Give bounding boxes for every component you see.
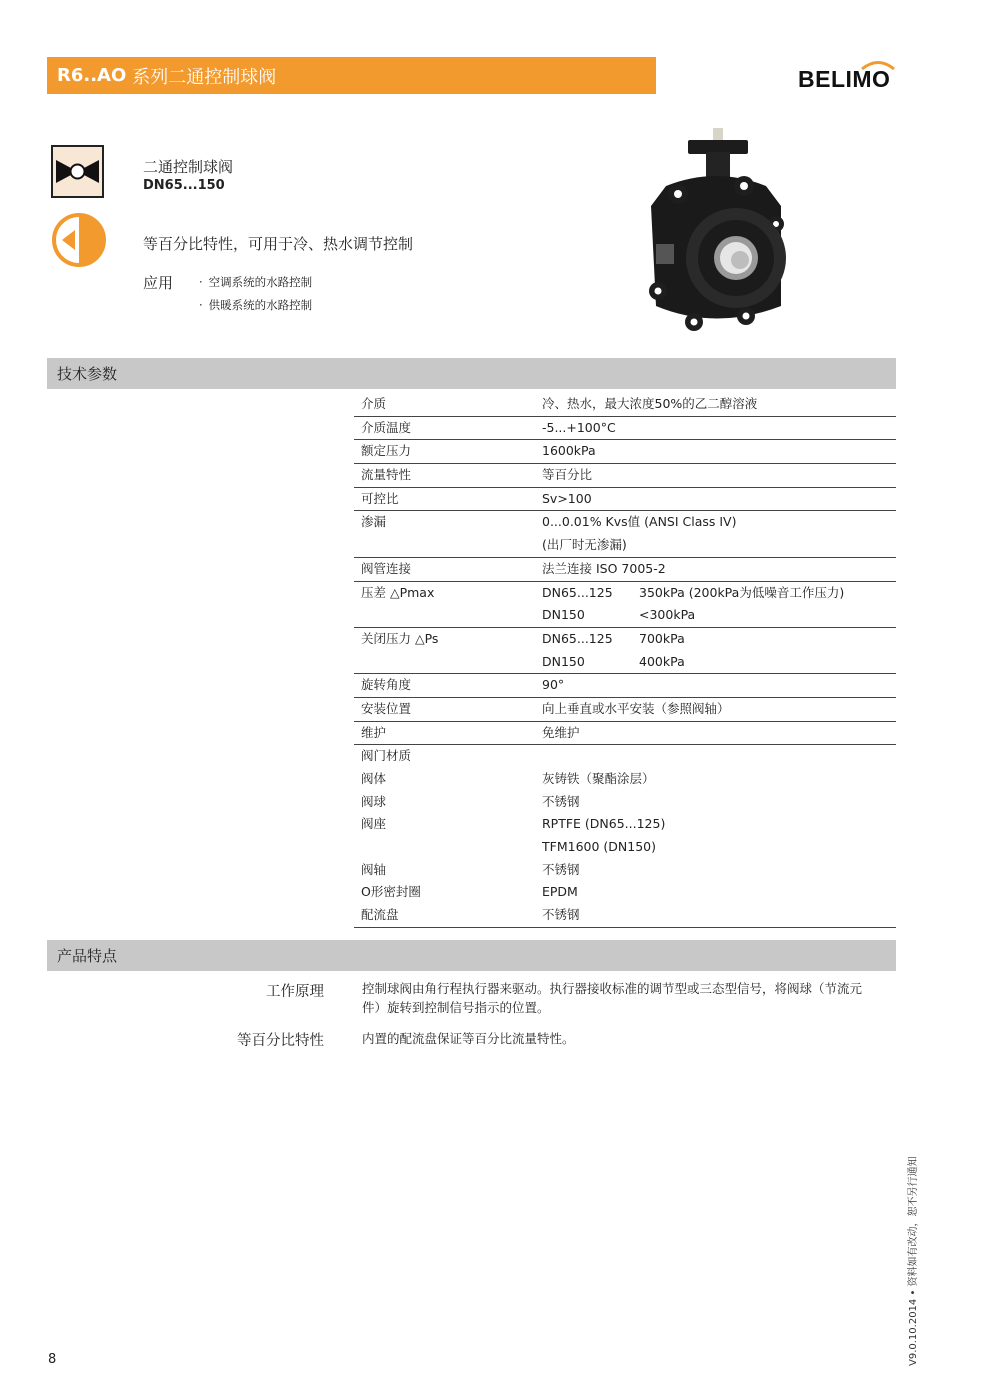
tech-section-header: 技术参数 (47, 358, 896, 389)
spec-value-line (542, 859, 896, 882)
spec-value-line (542, 582, 896, 605)
product-characteristic: 等百分比特性，可用于冷、热水调节控制 (143, 235, 414, 253)
spec-row (354, 393, 896, 417)
spec-value (542, 813, 896, 858)
spec-row (354, 745, 896, 768)
spec-value-line (542, 836, 896, 859)
spec-value (542, 582, 896, 627)
feature-text-equal-percentage: 内置的配流盘保证等百分比流量特性。 (362, 1031, 575, 1046)
spec-label (354, 440, 542, 463)
spec-value-cell: DN150 (542, 607, 585, 623)
spec-value-cell: DN65...125 (542, 630, 613, 646)
spec-row (354, 674, 896, 698)
spec-row (354, 511, 896, 557)
spec-value (542, 440, 896, 463)
spec-label (354, 488, 542, 511)
spec-value-cell: 1600kPa (542, 443, 596, 459)
spec-value-cell: -5...+100°C (542, 419, 616, 435)
spec-label-text: 配流盘 (361, 907, 399, 923)
spec-value (542, 628, 896, 673)
spec-value (542, 558, 896, 581)
spec-label (354, 722, 542, 745)
spec-value-line (542, 651, 896, 674)
spec-label (354, 464, 542, 487)
spec-label (354, 393, 542, 416)
spec-table (354, 393, 896, 928)
spec-value (542, 859, 896, 882)
spec-row (354, 628, 896, 674)
spec-value-cell: 法兰连接 ISO 7005-2 (542, 560, 666, 576)
spec-value-line (542, 604, 896, 627)
spec-value-line (542, 745, 896, 768)
spec-label (354, 791, 542, 814)
spec-label-text: 阀球 (361, 793, 387, 809)
spec-label (354, 813, 542, 858)
spec-label (354, 904, 542, 927)
spec-label-text: 维护 (361, 724, 387, 740)
spec-value-line (542, 440, 896, 463)
spec-row (354, 417, 896, 441)
spec-label-text: 阀轴 (361, 861, 387, 877)
spec-value-cell: 400kPa (639, 653, 685, 669)
spec-row (354, 440, 896, 464)
spec-value (542, 488, 896, 511)
spec-value-line (542, 534, 896, 557)
product-size: DN65...150 (143, 178, 225, 193)
ball-valve-symbol-icon (51, 145, 104, 198)
spec-row (354, 813, 896, 858)
spec-value-line (542, 464, 896, 487)
spec-value (542, 464, 896, 487)
spec-value-line (542, 791, 896, 814)
spec-value-cell: RPTFE (DN65...125) (542, 816, 666, 832)
spec-value (542, 768, 896, 791)
spec-row (354, 558, 896, 582)
feature-label-equal-percentage: 等百分比特性 (237, 1033, 324, 1049)
spec-value-line (542, 393, 896, 416)
spec-label-text: 关闭压力 △Ps (361, 630, 439, 646)
application-label: 应用 (143, 274, 174, 292)
spec-label (354, 768, 542, 791)
spec-label-text: 额定压力 (361, 443, 412, 459)
spec-row (354, 791, 896, 814)
spec-label-text: 阀门材质 (361, 748, 412, 764)
equal-percentage-characteristic-icon (51, 212, 107, 268)
spec-row (354, 582, 896, 628)
spec-label (354, 628, 542, 673)
spec-value (542, 745, 896, 768)
spec-value (542, 698, 896, 721)
spec-value-cell: TFM1600 (DN150) (542, 839, 656, 855)
spec-value-line (542, 417, 896, 440)
feature-label-principle: 工作原理 (266, 984, 324, 1000)
spec-row (354, 768, 896, 791)
features-section-header: 产品特点 (47, 940, 896, 971)
spec-label-text: 流量特性 (361, 467, 412, 483)
spec-label-text: 旋转角度 (361, 677, 412, 693)
spec-value-cell: 不锈钢 (542, 861, 580, 877)
spec-value-cell: 向上垂直或水平安装（参照阀轴） (542, 700, 730, 716)
spec-row (354, 722, 896, 746)
spec-value-cell: 0...0.01% Kvs值 (ANSI Class IV) (542, 514, 737, 530)
spec-value-line (542, 488, 896, 511)
spec-label (354, 674, 542, 697)
spec-value-line (542, 813, 896, 836)
spec-value-cell: 冷、热水，最大浓度50%的乙二醇溶液 (542, 396, 758, 411)
spec-value-cell: 不锈钢 (542, 793, 580, 809)
spec-value-line (542, 904, 896, 927)
spec-label-text: 介质 (361, 396, 387, 411)
spec-row (354, 904, 896, 928)
title-text: 系列二通控制球阀 (132, 66, 277, 88)
spec-label-text: 介质温度 (361, 419, 412, 435)
spec-value-line (542, 628, 896, 651)
application-item: · 空调系统的水路控制 (199, 274, 312, 297)
spec-value-line (542, 698, 896, 721)
feature-text-principle: 控制球阀由角行程执行器来驱动。执行器接收标准的调节型或三态型信号，将阀球（节流元件）旋转到控制信号指示的位置。 (362, 981, 863, 1015)
spec-value-line (542, 881, 896, 904)
title-code: R6..AO (57, 65, 127, 86)
spec-value-line (542, 558, 896, 581)
page-number: 8 (48, 1352, 57, 1367)
spec-value (542, 881, 896, 904)
spec-value-cell: DN150 (542, 653, 585, 669)
spec-label-text: 压差 △Pmax (361, 584, 435, 600)
spec-value-cell: 不锈钢 (542, 907, 580, 923)
spec-label (354, 698, 542, 721)
spec-label-text: 阀座 (361, 816, 387, 832)
spec-value-line (542, 768, 896, 791)
version-note: V9.0.10.2014 • 资料如有改动，恕不另行通知 (908, 1156, 919, 1366)
spec-row (354, 859, 896, 882)
application-item: · 供暖系统的水路控制 (199, 297, 312, 320)
spec-label (354, 859, 542, 882)
spec-label (354, 745, 542, 768)
spec-value (542, 674, 896, 697)
spec-value-cell: DN65...125 (542, 584, 613, 600)
spec-row (354, 698, 896, 722)
spec-value (542, 904, 896, 927)
spec-row (354, 488, 896, 512)
spec-value-cell: 90° (542, 677, 565, 693)
spec-value-cell: 灰铸铁（聚酯涂层） (542, 771, 655, 786)
spec-value-cell: EPDM (542, 884, 578, 900)
spec-value-cell: Sv>100 (542, 490, 592, 506)
spec-value-cell: 等百分比 (542, 467, 593, 483)
belimo-logo: BELIMO (798, 66, 891, 92)
spec-value (542, 722, 896, 745)
spec-value-cell: 350kPa (200kPa为低噪音工作压力) (639, 584, 845, 600)
spec-value (542, 791, 896, 814)
spec-value-line (542, 722, 896, 745)
title-bar (47, 57, 656, 94)
spec-label (354, 582, 542, 627)
spec-label-text: 可控比 (361, 490, 399, 506)
ball-valve-image (636, 126, 796, 340)
spec-label (354, 417, 542, 440)
spec-value (542, 417, 896, 440)
logo-arc-icon (860, 58, 896, 70)
spec-label-text: 阀体 (361, 771, 387, 786)
spec-label-text: 阀管连接 (361, 560, 412, 576)
spec-value (542, 393, 896, 416)
spec-value-line (542, 674, 896, 697)
application-list (199, 274, 312, 320)
spec-row (354, 881, 896, 904)
spec-label (354, 511, 542, 556)
spec-label-text: 渗漏 (361, 514, 387, 530)
spec-label (354, 558, 542, 581)
spec-value-line (542, 511, 896, 534)
spec-row (354, 464, 896, 488)
spec-value-cell: (出厂时无渗漏) (542, 537, 627, 553)
spec-value (542, 511, 896, 556)
spec-label-text: 安装位置 (361, 700, 412, 716)
product-name: 二通控制球阀 (143, 158, 234, 176)
spec-value-cell: 700kPa (639, 630, 685, 646)
spec-label (354, 881, 542, 904)
spec-label-text: O形密封圈 (361, 884, 421, 900)
spec-value-cell: 免维护 (542, 724, 580, 740)
spec-value-cell: <300kPa (639, 607, 696, 623)
